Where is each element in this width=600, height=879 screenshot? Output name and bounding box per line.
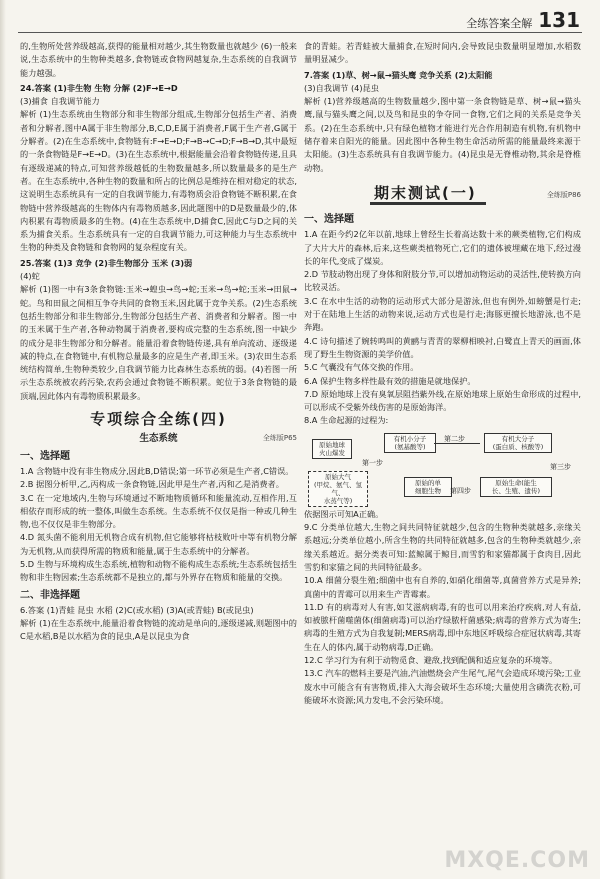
- choice-item: 9.C 分类单位越大,生物之间共同特征就越少,包含的生物种类就越多,亲缘关系越远;分类单位越小,所含生物的共同特征就越多,包含的生物种类就越少,亲缘关系越近。据分类表可知:蓝鲸属于鲸目,而雪豹和家猫都属于食肉目,因此雪豹和家猫之间的共同特征最多。: [304, 522, 581, 572]
- page-reference: 全练版P65: [262, 434, 297, 443]
- step-label: 第三步: [550, 462, 571, 471]
- special-section-title: [20, 410, 297, 429]
- choice-item: 3.C 在一定地域内,生物与环境通过不断地物质循环和能量流动,互相作用,互相依存而形成的统一整体,叫做生态系统。生态系统不仅仅是指一种或几种生物,也不仅仅是非生物部分。: [20, 492, 297, 530]
- header-rule: [18, 32, 582, 33]
- choice-item: 2.B 据图分析甲,乙,丙构成一条食物链,因此甲是生产者,丙和乙是消费者。: [20, 479, 284, 490]
- analysis-paragraph: 解析 (1)生态系统由生物部分和非生物部分组成,生物部分包括生产者、消费者和分解者,图中A属于非生物部分,B,C,D,E属于消费者,F属于生产者,G属于分解者。(2)在生态系统中,食物链有:F→E→D;F→B→C→D;F→B→D,其中最短的一条食物链是F→E→D。(3)在生态系统中,根据能量会沿着食物链传递,且具有逐级递减的特点,可知营养级越低的生物数量越多,所以数量最多的是生产者。在生态系统中,各种生物的数量和所占的比例总是维持在相对稳定的状态,这说明生态系统具有一定的自我调节能力,有毒物质会沿食物链不断积累,在食物链中营养级越高的生物体内有毒物质越多,因此题图中的D是数量最少的,体内积累有毒物质最多的生物。(4)在生态系统中,D捕食C,因此C与D之间的关系为捕食关系。生态系统具有一定的自我调节能力,可这种能力与生态系统中生物的种类及食物链和食物网的复杂程度有关。: [20, 109, 297, 253]
- header-title: 全练答案全解: [466, 17, 533, 30]
- special-subtitle: 生态系统: [139, 433, 178, 445]
- section-heading: 一、选择题: [20, 450, 70, 462]
- answer-line: (3)自我调节 (4)昆虫: [304, 82, 379, 93]
- page-reference: 全练版P86: [546, 190, 581, 199]
- exam-title: 期末测试(一): [374, 184, 477, 203]
- choice-item: 13.C 汽车的燃料主要是汽油,汽油燃烧会产生尾气,尾气会造成环境污染;工业废水中可能含有有害物质,排入大海会破坏生态环境;大量使用含磷洗衣粉,可能破坏水资源;风力发电,不会污染环境。: [304, 668, 581, 705]
- answer-line: 6.答案 (1)青蛙 昆虫 水稻 (2)C(或水稻) (3)A(或青蛙) B(或昆虫): [20, 604, 254, 615]
- node-early-earth: 原始地球 火山爆发: [312, 439, 352, 459]
- paragraph: 食的青蛙。若青蛙被大量捕食,在短时间内,会导致昆虫数量明显增加,水稻数量明显减少。: [304, 41, 581, 65]
- choice-item: 4.D 氮头菌不能利用无机物合成有机物,但它能够将枯枝败叶中等有机物分解为无机物,从而获得所需的物质和能量,属于生态系统中的分解者。: [20, 532, 297, 556]
- node-small-organic: 有机小分子 (氨基酸等): [384, 433, 436, 453]
- node-primitive-life: 原始生命(能生 长、生殖、遗传): [480, 477, 552, 497]
- step-label: 第一步: [362, 458, 383, 467]
- choice-item: 2.D 节肢动物出现了身体和附肢分节,可以增加动物运动的灵活性,使转换方向比较灵活。: [304, 269, 581, 293]
- special-subtitle-row: [20, 432, 297, 445]
- page-header: [466, 8, 580, 32]
- choice-item: 1.A 含物链中没有非生物成分,因此B,D错误;第一环节必须是生产者,C错误。: [20, 465, 294, 476]
- page-number: 131: [538, 8, 580, 32]
- choice-item: 12.C 学习行为有利于动物觅食、避敌,找到配偶和适应复杂的环境等。: [304, 654, 558, 665]
- answer-line: (4)蛇: [20, 271, 40, 282]
- exam-title-row: [304, 181, 581, 207]
- choice-item: 6.A 保护生物多样性最有效的措施是就地保护。: [304, 375, 476, 386]
- answer-line: 25.答案 (1)3 竞争 (2)非生物部分 玉米 (3)弱: [20, 257, 193, 268]
- special-title: 专项综合全练(四): [90, 410, 227, 429]
- choice-item: 11.D 有的病毒对人有害,如艾滋病病毒,有的也可以用来治疗疾病,对人有益,如被脓杆菌噬菌体(细菌病毒)可以治疗绿脓杆菌感染;病毒的营养方式为寄生;病毒的生殖方式为自我复制;MERS病毒,即中东地区呼吸综合症冠状病毒,其寄生在人的体内,属于动物病毒,D正确。: [304, 601, 581, 652]
- answer-line: 24.答案 (1)非生物 生物 分解 (2)F→E→D: [20, 82, 178, 93]
- choice-item: 4.C 诗句描述了婉转鸣叫的黄鹂与青青的翠柳相映衬,白鹭直上青天的画面,体现了野生生物资源的美学价值。: [304, 335, 581, 359]
- binding-shadow: [0, 0, 6, 879]
- analysis-paragraph: 解析 (1)图一中有3条食物链:玉米→蝗虫→鸟→蛇;玉米→鸟→蛇;玉米→田鼠→蛇。鸟和田鼠之间相互争夺共同的食物玉米,因此属于竞争关系。(2)生态系统包括生物部分和非生物部分,生物部分包括生产者、消费者和分解者。图一中的玉米属于生产者,各种动物属于消费者,要构成完整的生态系统,图一中缺少的成分是非生物部分和分解者。能量沿着食物链传递,具有单向流动、逐级递减的特点,在食物链中,有机物总量最多的应是生产者,即玉米。(3)农田生态系统结构简单,生物种类较少,自我调节能力比森林生态系统的弱。(4)若图一所示生态系统被农药污染,农药会通过食物链不断积累。蛇位于3条食物链的最顶端,因此体内有毒物质积累最多。: [20, 284, 297, 401]
- choice-item: 依据图示可知A正确。: [304, 508, 384, 519]
- step-label: 第四步: [450, 486, 471, 495]
- choice-item: 5.C 气囊没有气体交换的作用。: [304, 362, 419, 373]
- answer-line: 7.答案 (1)草、树→鼠→猫头鹰 竞争关系 (2)太阳能: [304, 69, 493, 80]
- analysis-paragraph: 解析 (1)在生态系统中,能量沿着食物链的流动是单向的,逐级递减,则题图中的C是水稻,B是以水稻为食的昆虫,A是以昆虫为食: [20, 618, 297, 642]
- choice-item: 5.D 生物与环境构成生态系统,植物和动物不能构成生态系统;生态系统包括生物和非生物因素;生态系统都不是独立的,都与外界存在物质和能量的交换。: [20, 558, 297, 583]
- paragraph: 的,生物所处营养级越高,获得的能量相对越少,其生物数量也就越少 (6)一般来说,生态系统中的生物种类越多,食物链或食物网越复杂,生态系统的自我调节能力越强。: [20, 41, 297, 78]
- analysis-paragraph: 解析 (1)营养级越高的生物数量越少,图中第一条食物链是草、树→鼠→猫头鹰,鼠与猫头鹰之间,以及鸟和昆虫的争夺同一食物,它们之间的关系是竞争关系。(2)在生态系统中,只有绿色植物才能进行光合作用制造有机物,有机物中储存着来自阳光的能量。因此图中各种生物生命活动所需的能量最终来源于太阳能。(3)生态系统具有自我调节能力。(4)昆虫是无脊椎动物,其余是脊椎动物。: [304, 96, 581, 173]
- origin-of-life-diagram: [304, 431, 581, 505]
- choice-item: 7.D 原始地球上没有臭氧层阻挡紫外线,在原始地球上原始生命形成的过程中,可以形成不受紫外线伤害的是原始海洋。: [304, 388, 581, 413]
- choice-item: 8.A 生命起源的过程为:: [304, 415, 389, 426]
- left-column: [20, 40, 297, 644]
- title-underline: [370, 202, 486, 205]
- choice-item: 3.C 在水中生活的动物的运动形式大部分是游泳,但也有例外,如螃蟹是行走;对于在陆地上生活的动物来说,运动方式也是行走;海豚更擅长地游泳,也不是奔跑。: [304, 295, 581, 333]
- node-single-cell: 原始的单 细胞生物: [404, 477, 452, 497]
- answer-line: (3)捕食 自我调节能力: [20, 96, 100, 107]
- section-heading: 一、选择题: [304, 213, 354, 225]
- node-primitive-atmosphere: 原始大气 (甲烷、氨气、氢气、 水蒸气等): [308, 471, 368, 507]
- watermark: MXQE.COM: [444, 848, 590, 873]
- section-heading: 二、非选择题: [20, 589, 80, 601]
- step-label: 第二步: [444, 434, 465, 443]
- choice-item: 10.A 细菌分裂生殖;细菌中也有自养的,如硝化细菌等,真菌营养方式是异养;真菌中的青霉可以用来生产青霉素。: [304, 575, 581, 599]
- right-column: [304, 40, 581, 707]
- node-large-organic: 有机大分子 (蛋白质、核酸等): [484, 433, 552, 453]
- choice-item: 1.A 在距今约2亿年以前,地球上曾经生长着高达数十米的蕨类植物,它们构成了大片大片的森林,后来,这些蕨类植物死亡,它们的遗体被埋藏在地下,经过漫长的年代,变成了煤炭。: [304, 229, 581, 266]
